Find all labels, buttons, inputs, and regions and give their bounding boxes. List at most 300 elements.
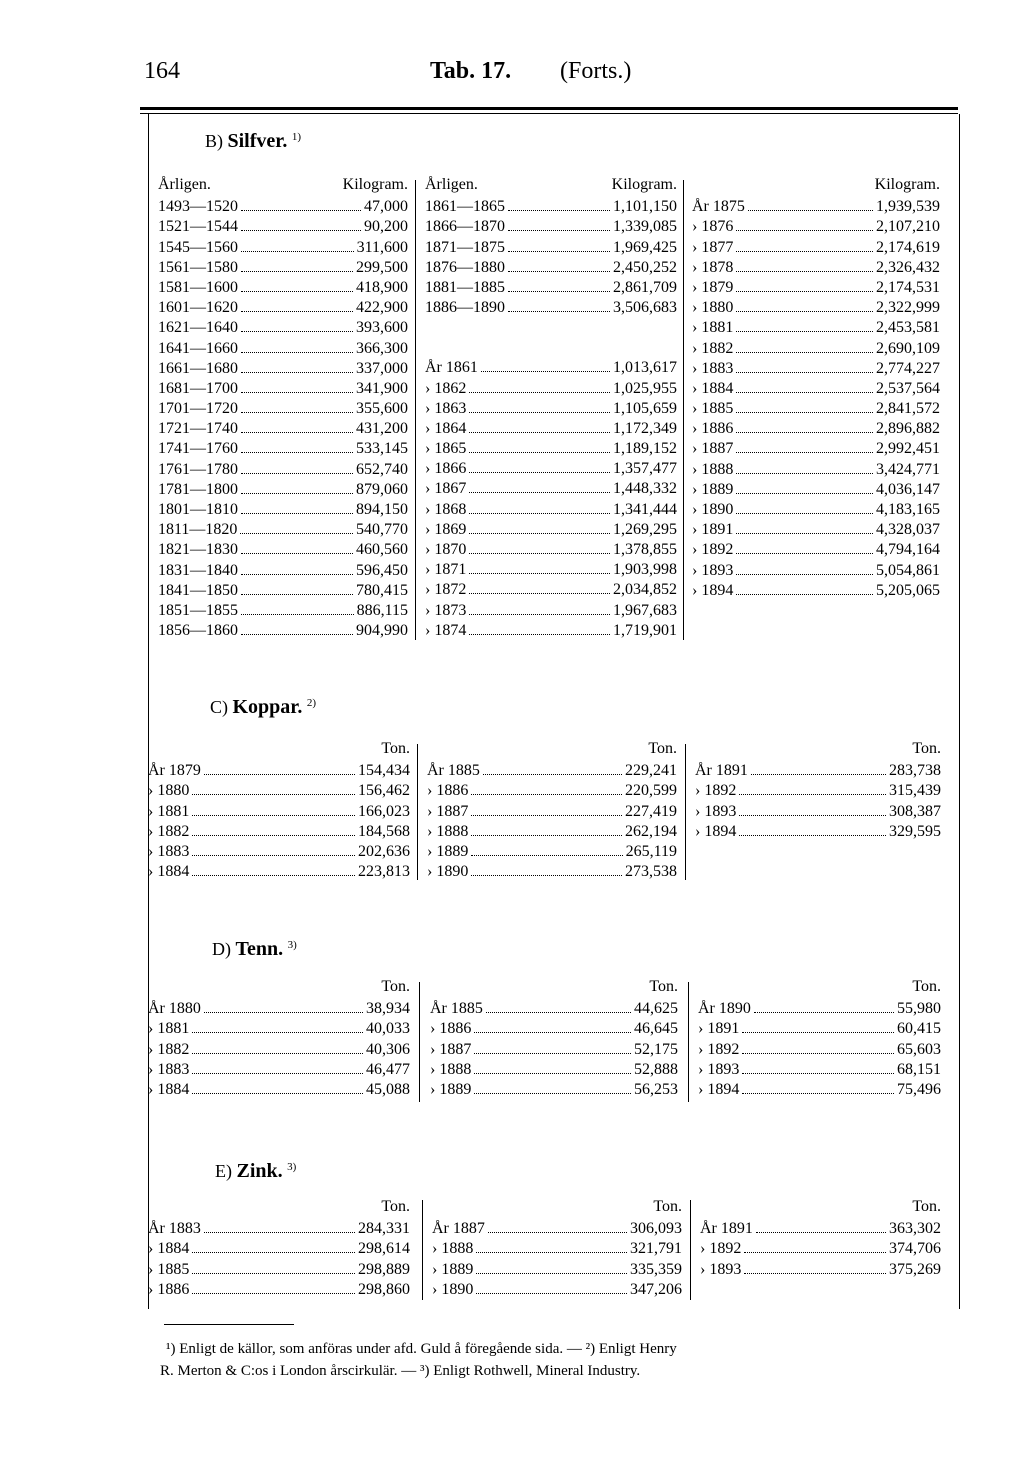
silver-col-3 [692,176,940,600]
row-value: 44,625 [634,1000,678,1018]
table-row [148,821,410,841]
row-label: › 1887 [692,440,734,458]
leader-dots [469,553,610,554]
col-header-unit: Ton. [912,740,941,757]
row-value: 1,357,477 [613,460,677,478]
leader-dots [476,1293,627,1294]
row-label: År 1879 [148,762,201,780]
table-row [692,519,940,539]
leader-dots [744,1252,886,1253]
page-header [0,58,1024,94]
row-label: 1521—1544 [158,218,238,236]
row-label: › 1888 [692,460,734,478]
section-title-silver: B) Silfver. $^{1)}$ [205,130,301,152]
row-label: 1581—1600 [158,278,238,296]
row-value: 90,200 [364,218,408,236]
table-row [158,438,408,458]
header-rule-thick [140,107,958,110]
table-row [158,317,408,337]
leader-dots [736,412,873,413]
leader-dots [192,1032,363,1033]
row-label: › 1883 [148,1060,190,1078]
row-label: › 1890 [427,863,469,881]
leader-dots [192,794,355,795]
copper-col-1 [148,740,410,881]
row-label: År 1883 [148,1220,201,1238]
row-label: › 1893 [695,802,737,820]
row-value: 1,341,444 [613,500,677,518]
row-value: 3,506,683 [613,299,677,317]
copper-col-3 [695,740,941,841]
row-value: 5,054,861 [876,561,940,579]
row-label: › 1884 [148,1240,190,1258]
row-value: 4,183,165 [876,501,940,518]
leader-dots [241,392,353,393]
leader-dots [192,1053,363,1054]
leader-dots [192,1252,355,1253]
row-value: 184,568 [358,822,410,840]
row-label: › 1879 [692,278,734,296]
leader-dots [469,392,610,393]
row-value: 1,339,085 [613,218,677,236]
row-label: 1861—1865 [425,198,505,216]
leader-dots [476,1273,627,1274]
table-row [158,297,408,317]
table-row [158,398,408,418]
row-value: 1,448,332 [613,480,677,498]
row-value: 52,888 [634,1060,678,1078]
leader-dots [241,594,353,595]
table-row [425,498,677,518]
leader-dots [474,1073,631,1074]
row-label: › 1886 [148,1280,190,1298]
row-label: 1801—1810 [158,501,238,518]
leader-dots [508,251,610,252]
row-label: 1493—1520 [158,198,238,216]
table-row [425,478,677,498]
row-value: 2,322,999 [876,299,940,317]
row-value: 652,740 [356,460,408,478]
table-row [427,841,677,861]
col-header-unit: Kilogram. [611,176,677,193]
row-value: 904,990 [356,622,408,640]
col-header-unit: Ton. [653,1198,682,1215]
leader-dots [476,1252,627,1253]
row-label: 1871—1875 [425,238,505,256]
row-value: 166,023 [358,802,410,820]
column-divider [688,982,689,1102]
row-label: › 1892 [700,1240,742,1258]
table-row [158,378,408,398]
table-row [425,519,677,539]
leader-dots [469,452,610,453]
row-label: 1876—1880 [425,258,505,276]
row-value: 337,000 [356,359,408,377]
row-label: › 1885 [692,400,734,418]
zinc-col-2 [432,1198,682,1299]
leader-dots [241,230,361,231]
col-header-unit: Kilogram. [342,176,408,193]
row-label: › 1884 [148,1080,190,1098]
leader-dots [192,875,355,876]
row-value: 1,269,295 [613,520,677,538]
row-value: 374,706 [889,1240,941,1258]
row-value: 355,600 [356,400,408,418]
row-label: › 1892 [692,541,734,559]
table-row [425,599,677,619]
table-row [158,600,408,620]
row-value: 299,500 [356,258,408,276]
leader-dots [474,1053,631,1054]
row-value: 229,241 [625,762,677,780]
table-continued: (Forts.) [560,58,632,84]
leader-dots [739,815,886,816]
row-value: 2,774,227 [876,359,940,377]
leader-dots [756,1232,886,1233]
leader-dots [241,452,353,453]
row-value: 418,900 [356,278,408,296]
leader-dots [192,855,355,856]
row-label: 1841—1850 [158,581,238,599]
row-value: 40,033 [366,1020,410,1038]
table-row [427,800,677,820]
row-value: 335,359 [630,1260,682,1278]
leader-dots [204,1012,363,1013]
row-value: 375,269 [889,1260,941,1278]
leader-dots [508,230,610,231]
leader-dots [471,835,622,836]
column-divider [683,180,684,640]
table-row [158,519,408,539]
leader-dots [481,371,610,372]
row-value: 46,477 [366,1060,410,1078]
row-value: 298,614 [358,1240,410,1258]
leader-dots [483,774,622,775]
row-label: › 1881 [148,802,190,820]
row-label: › 1890 [432,1280,474,1298]
table-row [692,337,940,357]
leader-dots [736,331,873,332]
row-label: 1701—1720 [158,400,238,418]
table-row [430,1079,678,1099]
table-row [148,1238,410,1258]
row-value: 306,093 [630,1220,682,1238]
row-value: 1,013,617 [613,359,677,377]
row-label: › 1893 [698,1060,740,1078]
leader-dots [508,271,610,272]
row-label: › 1878 [692,258,734,276]
row-label: › 1876 [692,218,734,236]
table-row [425,418,677,438]
table-row [692,277,940,297]
table-row [692,378,940,398]
leader-dots [742,1093,894,1094]
row-value: 2,450,252 [613,258,677,276]
leader-dots [488,1232,627,1233]
row-label: År 1885 [430,1000,483,1018]
row-label: 1545—1560 [158,238,238,256]
table-row [425,539,677,559]
leader-dots [744,1273,886,1274]
row-value: 52,175 [634,1040,678,1058]
row-value: 298,860 [358,1280,410,1298]
leader-dots [241,432,353,433]
row-value: 298,889 [358,1260,410,1278]
row-label: 1811—1820 [158,521,238,539]
row-value: 220,599 [625,782,677,800]
leader-dots [241,210,361,211]
footnote-line-1: ¹) Enligt de källor, som anföras under afd. Guld å föregående sida. — ²) Enligt Henry [166,1341,677,1357]
table-row [432,1238,682,1258]
row-label: › 1871 [425,561,467,579]
row-label: År 1885 [427,762,480,780]
row-value: 1,025,955 [613,379,677,397]
table-row [692,479,940,499]
leader-dots [469,614,610,615]
zinc-col-3 [700,1198,941,1279]
row-label: › 1888 [427,822,469,840]
row-label: › 1872 [425,581,467,599]
row-value: 596,450 [356,561,408,579]
table-row [427,780,677,800]
col-header-unit: Ton. [649,978,678,995]
row-value: 4,328,037 [876,521,940,539]
leader-dots [508,291,610,292]
row-label: 1781—1800 [158,480,238,498]
row-label: › 1880 [148,782,190,800]
leader-dots [736,594,873,595]
row-value: 341,900 [356,379,408,397]
row-label: › 1874 [425,621,467,639]
table-row [148,800,410,820]
table-row [692,216,940,236]
column-divider [415,180,416,640]
leader-dots [742,1053,894,1054]
col-header-unit: Ton. [912,978,941,995]
row-value: 75,496 [897,1080,941,1098]
row-value: 2,841,572 [876,400,940,418]
col-header-period: Årligen. [425,176,478,193]
table-row [698,1038,941,1058]
table-row [692,458,940,478]
col-header-unit: Ton. [912,1198,941,1215]
table-row [692,539,940,559]
row-value: 311,600 [356,238,408,256]
table-row [432,1279,682,1299]
row-label: 1851—1855 [158,601,238,619]
leader-dots [736,473,873,474]
row-value: 60,415 [897,1020,941,1038]
table-row [148,1018,410,1038]
leader-dots [241,291,353,292]
row-value: 56,253 [634,1080,678,1098]
row-value: 1,172,349 [613,419,677,437]
row-value: 265,119 [625,842,677,860]
row-value: 4,036,147 [876,480,940,498]
table-row [698,998,941,1018]
leader-dots [748,210,873,211]
row-value: 366,300 [356,339,408,357]
leader-dots [736,372,873,373]
row-label: › 1885 [148,1260,190,1278]
leader-dots [241,372,353,373]
row-label: › 1873 [425,601,467,619]
table-row [425,579,677,599]
leader-dots [469,492,610,493]
table-row [692,398,940,418]
table-row [432,1218,682,1238]
row-label: › 1886 [427,782,469,800]
row-value: 780,415 [356,581,408,599]
column-divider [690,1200,691,1300]
table-row [148,1059,410,1079]
tin-col-1 [148,978,410,1099]
section-title-tin: D) Tenn. $^{3)}$ [212,938,297,960]
leader-dots [192,835,355,836]
table-row [158,337,408,357]
table-row [158,236,408,256]
row-label: 1661—1680 [158,359,238,377]
row-value: 223,813 [358,863,410,881]
table-row [430,1038,678,1058]
leader-dots [192,1273,355,1274]
leader-dots [204,1232,355,1233]
row-label: 1761—1780 [158,460,238,478]
row-value: 2,537,564 [876,379,940,397]
col-header-unit: Ton. [381,978,410,995]
leader-dots [486,1012,631,1013]
row-label: › 1862 [425,379,467,397]
table-row [158,559,408,579]
leader-dots [241,553,353,554]
row-label: 1831—1840 [158,561,238,579]
row-value: 1,378,855 [613,541,677,558]
leader-dots [736,352,873,353]
row-value: 154,434 [358,762,410,780]
row-value: 2,034,852 [613,581,677,599]
col-header-unit: Kilogram. [874,176,940,193]
leader-dots [241,352,353,353]
row-value: 393,600 [356,319,408,337]
leader-dots [736,553,873,554]
row-label: › 1888 [432,1240,474,1258]
leader-dots [736,230,873,231]
leader-dots [204,774,355,775]
row-value: 1,903,998 [613,561,677,579]
table-row [695,760,941,780]
table-row [148,1279,410,1299]
row-value: 2,896,882 [876,420,940,438]
leader-dots [736,271,873,272]
row-value: 2,453,581 [876,319,940,337]
row-label: › 1864 [425,419,467,437]
table-row [158,539,408,559]
row-label: › 1881 [692,319,734,337]
table-row [158,479,408,499]
row-value: 3,424,771 [876,460,940,478]
row-value: 2,326,432 [876,258,940,276]
table-row [695,780,941,800]
row-label: › 1877 [692,238,734,256]
row-label: › 1887 [430,1040,472,1058]
row-label: År 1891 [695,762,748,780]
table-row [425,438,677,458]
row-value: 1,189,152 [613,440,677,458]
row-label: › 1884 [148,863,190,881]
row-value: 431,200 [356,420,408,438]
table-row [158,499,408,519]
row-label: › 1881 [148,1020,190,1038]
leader-dots [241,271,353,272]
row-label: 1741—1760 [158,440,238,458]
table-row [692,418,940,438]
row-label: › 1882 [148,1040,190,1058]
leader-dots [739,835,886,836]
row-label: › 1891 [692,521,734,539]
leader-dots [241,614,354,615]
table-row [148,1038,410,1058]
col-header-unit: Ton. [381,1198,410,1215]
row-value: 533,145 [356,440,408,458]
footnotes [160,1338,960,1382]
col-header-period: Årligen. [158,176,211,193]
row-label: › 1868 [425,500,467,518]
table-row [698,1059,941,1079]
row-value: 284,331 [358,1220,410,1238]
leader-dots [736,392,873,393]
leader-dots [192,1093,363,1094]
row-value: 68,151 [897,1060,941,1078]
row-label: 1881—1885 [425,278,505,296]
row-value: 2,861,709 [613,278,677,296]
table-row [158,277,408,297]
table-row [695,821,941,841]
table-row [692,196,940,216]
table-row [430,998,678,1018]
row-label: 1821—1830 [158,541,238,559]
table-row [148,998,410,1018]
leader-dots [736,291,873,292]
row-value: 1,969,425 [613,238,677,256]
leader-dots [736,513,873,514]
row-label: › 1893 [692,561,734,579]
row-value: 308,387 [889,802,941,820]
row-value: 65,603 [897,1040,941,1058]
column-divider [685,744,686,880]
row-value: 4,794,164 [876,541,940,559]
leader-dots [736,493,873,494]
row-label: › 1869 [425,520,467,538]
row-label: År 1890 [698,1000,751,1018]
row-value: 321,791 [630,1240,682,1258]
table-row [427,760,677,780]
table-row [158,580,408,600]
row-value: 879,060 [356,480,408,498]
row-value: 38,934 [366,1000,410,1018]
table-row [692,358,940,378]
leader-dots [469,412,610,413]
table-row [425,458,677,478]
row-label: 1621—1640 [158,319,238,337]
row-value: 202,636 [358,842,410,860]
table-row [425,257,677,277]
table-row [425,357,677,377]
table-row [148,780,410,800]
table-row [158,216,408,236]
section-title-zinc: E) Zink. $^{3)}$ [215,1160,297,1182]
row-label: 1561—1580 [158,258,238,276]
table-row [430,1059,678,1079]
